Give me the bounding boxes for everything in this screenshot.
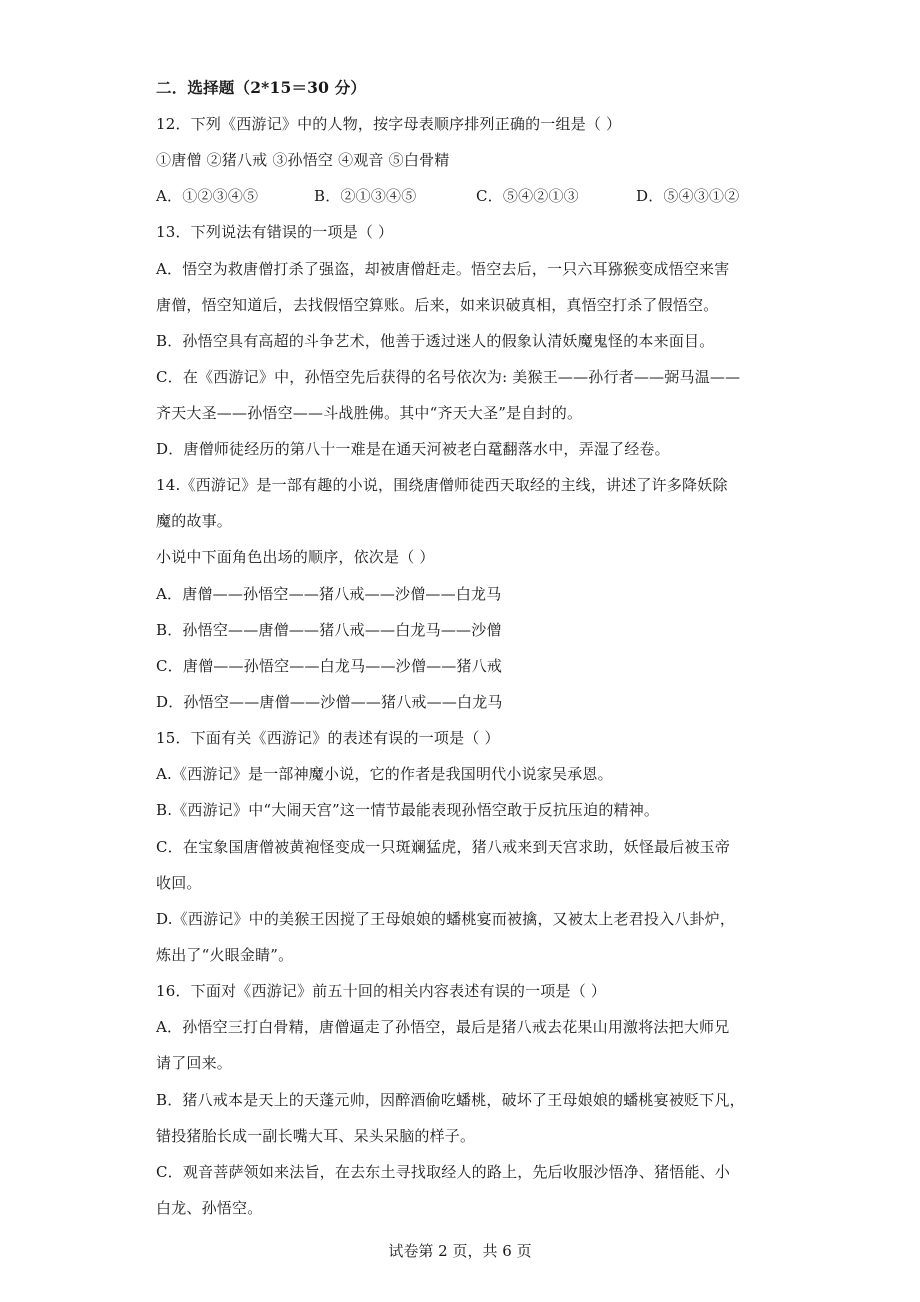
q14-line: 小说中下面角色出场的顺序，依次是（ ）: [156, 548, 435, 566]
q15-line: B.《西游记》中“大闹天宫”这一情节最能表现孙悟空敢于反抗压迫的精神。: [156, 801, 660, 819]
q14-line: B．孙悟空——唐僧——猪八戒——白龙马——沙僧: [156, 621, 502, 639]
q12-option-c: C．⑤④②①③: [476, 187, 579, 205]
q14-line: 魔的故事。: [156, 512, 233, 530]
q14-line: C．唐僧——孙悟空——白龙马——沙僧——猪八戒: [156, 657, 503, 675]
q13-line: B．孙悟空具有高超的斗争艺术，他善于透过迷人的假象认清妖魔鬼怪的本来面目。: [156, 332, 715, 350]
q16-line: 白龙、孙悟空。: [156, 1199, 263, 1217]
q15-line: 15．下面有关《西游记》的表述有误的一项是（ ）: [156, 729, 500, 747]
q15-line: A.《西游记》是一部神魔小说，它的作者是我国明代小说家吴承恩。: [156, 765, 613, 783]
page-footer: 试卷第 2 页，共 6 页: [388, 1242, 532, 1260]
q16-line: 错投猪胎长成一副长嘴大耳、呆头呆脑的样子。: [156, 1127, 476, 1145]
q13-line: A．悟空为救唐僧打杀了强盗，却被唐僧赶走。悟空去后，一只六耳猕猴变成悟空来害: [156, 260, 730, 278]
q14-line: A．唐僧——孙悟空——猪八戒——沙僧——白龙马: [156, 585, 502, 603]
q13-stem: 13．下列说法有错误的一项是（ ）: [156, 223, 394, 241]
q16-line: 16．下面对《西游记》前五十回的相关内容表述有误的一项是（ ）: [156, 982, 607, 1000]
q13-line: 齐天大圣——孙悟空——斗战胜佛。其中“齐天大圣”是自封的。: [156, 404, 583, 422]
q15-line: 收回。: [156, 874, 202, 892]
q12-options: [156, 185, 796, 207]
q13-line: D．唐僧师徒经历的第八十一难是在通天河被老白鼋翻落水中，弄湿了经卷。: [156, 440, 670, 458]
q14-line: D．孙悟空——唐僧——沙僧——猪八戒——白龙马: [156, 693, 503, 711]
q16-line: B．猪八戒本是天上的天蓬元帅，因醉酒偷吃蟠桃，破坏了王母娘娘的蟠桃宴被贬下凡，: [156, 1091, 745, 1109]
q16-line: A．孙悟空三打白骨精，唐僧逼走了孙悟空，最后是猪八戒去花果山用激将法把大师兄: [156, 1018, 730, 1036]
q13-line: C．在《西游记》中，孙悟空先后获得的名号依次为: 美猴王——孙行者——弼马温——: [156, 368, 741, 386]
q16-line: 请了回来。: [156, 1054, 233, 1072]
q16-line: C．观音菩萨领如来法旨，在去东土寻找取经人的路上，先后收服沙悟净、猪悟能、小: [156, 1163, 731, 1181]
q15-line: C．在宝象国唐僧被黄袍怪变成一只斑斓猛虎，猪八戒来到天宫求助，妖怪最后被玉帝: [156, 838, 731, 856]
q12-items: ①唐僧 ②猪八戒 ③孙悟空 ④观音 ⑤白骨精: [156, 151, 450, 169]
q12-option-a: A．①②③④⑤: [156, 187, 259, 205]
q15-line: D.《西游记》中的美猴王因搅了王母娘娘的蟠桃宴而被擒，又被太上老君投入八卦炉，: [156, 910, 736, 928]
q13-line: 唐僧，悟空知道后，去找假悟空算账。后来，如来识破真相，真悟空打杀了假悟空。: [156, 296, 719, 314]
section-title: 二．选择题（2*15＝30 分）: [156, 78, 367, 97]
q12-option-d: D．⑤④③①②: [636, 187, 740, 205]
q12-stem: 12．下列《西游记》中的人物，按字母表顺序排列正确的一组是（ ）: [156, 115, 622, 133]
q12-option-b: B．②①③④⑤: [314, 187, 417, 205]
q14-line: 14.《西游记》是一部有趣的小说，围绕唐僧师徒西天取经的主线，讲述了许多降妖除: [156, 476, 728, 494]
q15-line: 炼出了“火眼金睛”。: [156, 946, 294, 964]
